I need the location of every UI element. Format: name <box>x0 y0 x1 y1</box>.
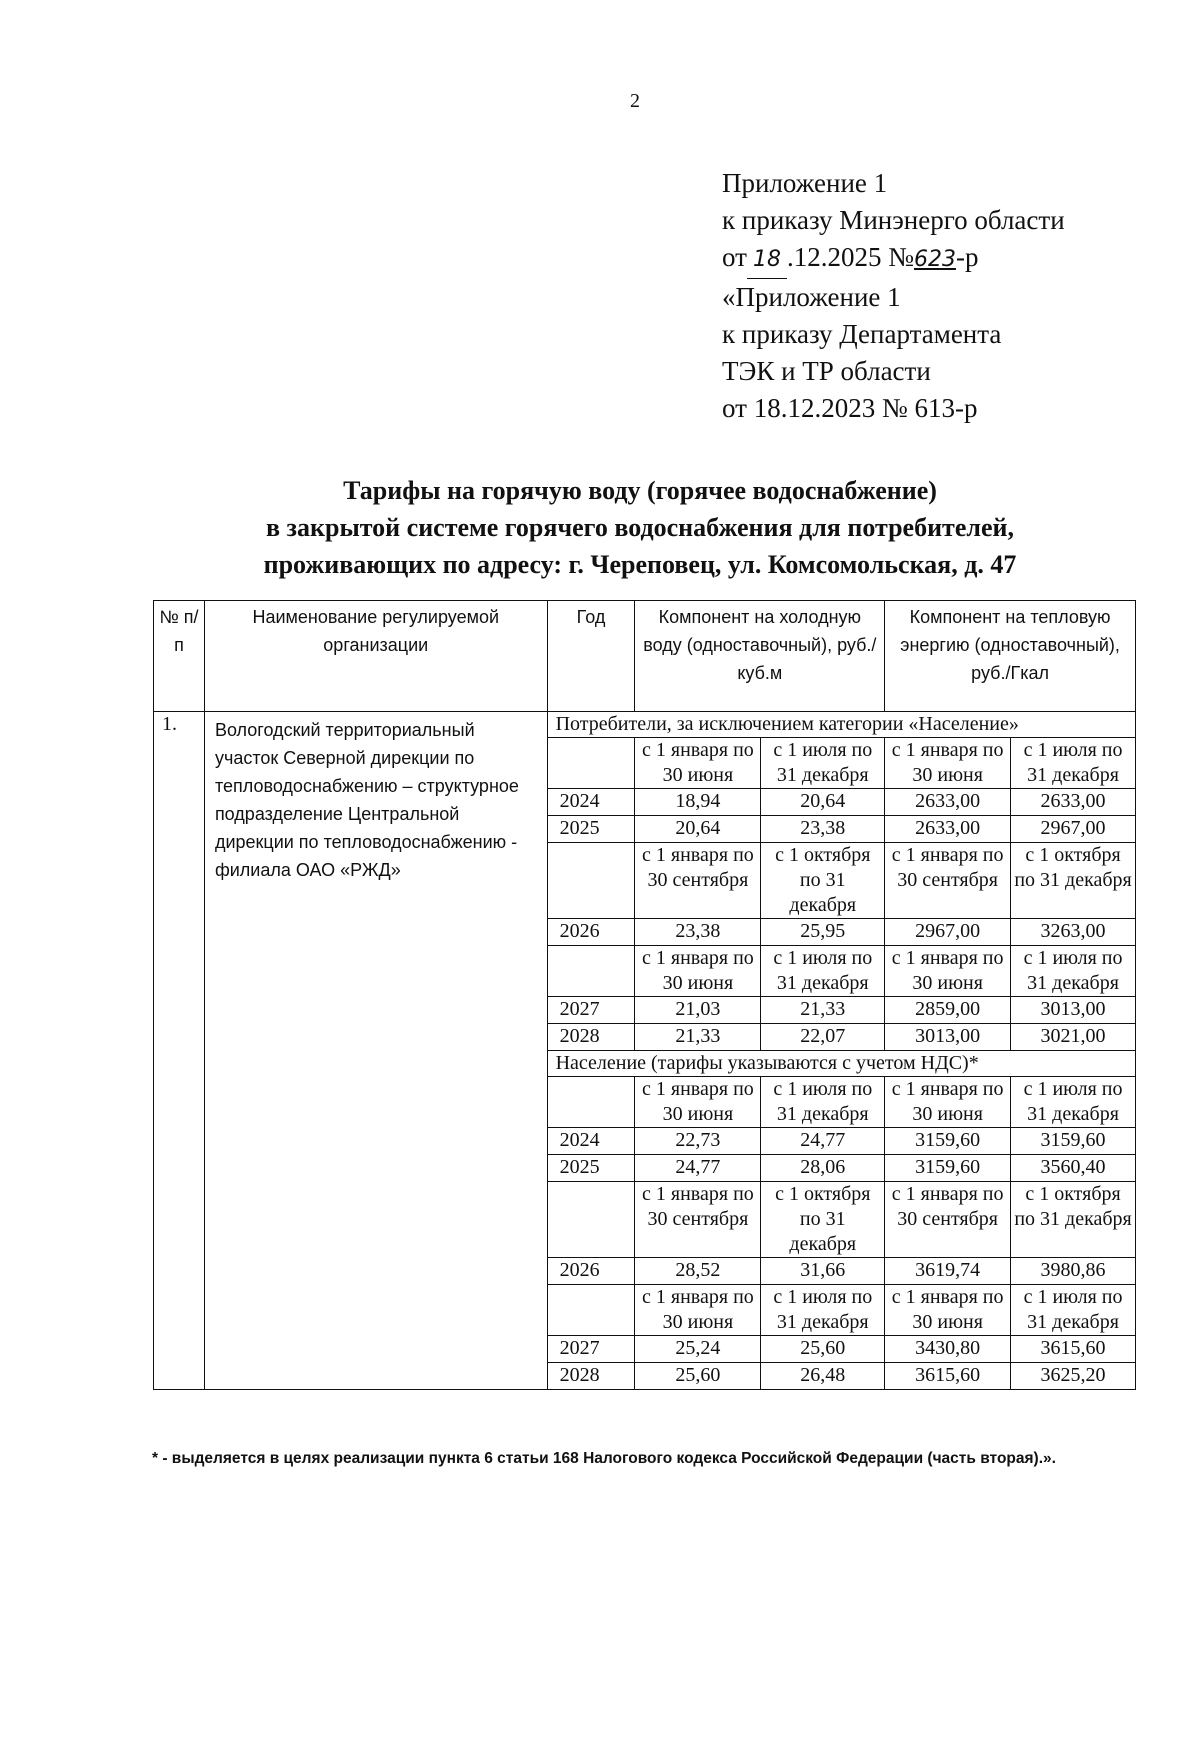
period-cell: с 1 июля по 31 декабря <box>761 1077 885 1128</box>
period-cell: с 1 января по 30 июня <box>635 738 761 789</box>
year-cell: 2024 <box>547 1128 635 1155</box>
period-cell: с 1 января по 30 июня <box>635 1077 761 1128</box>
value-cell: 25,60 <box>761 1336 885 1363</box>
row-number: 1. <box>154 712 205 1390</box>
appendix-line: «Приложение 1 <box>722 282 901 312</box>
value-cell: 23,38 <box>761 816 885 843</box>
period-cell: с 1 января по 30 сентября <box>885 843 1011 919</box>
value-cell: 3021,00 <box>1011 1024 1136 1051</box>
value-cell: 25,60 <box>635 1363 761 1390</box>
period-cell: с 1 июля по 31 декабря <box>761 946 885 997</box>
handwritten-order-number: 623 <box>913 247 956 272</box>
period-cell: с 1 января по 30 июня <box>885 1285 1011 1336</box>
value-cell: 3560,40 <box>1011 1155 1136 1182</box>
appendix-line: к приказу Минэнерго области <box>722 205 1065 235</box>
period-cell: с 1 января по 30 сентября <box>885 1182 1011 1258</box>
value-cell: 28,52 <box>635 1258 761 1285</box>
document-title <box>140 472 1140 583</box>
value-cell: 23,38 <box>635 919 761 946</box>
value-cell: 3619,74 <box>885 1258 1011 1285</box>
header-organization: Наименование регулируемой организации <box>204 601 547 712</box>
appendix-line-prefix: от <box>722 242 747 272</box>
appendix-line: к приказу Департамента <box>722 319 1002 349</box>
value-cell: 3159,60 <box>1011 1128 1136 1155</box>
year-empty <box>547 738 635 789</box>
handwritten-day: 18 <box>747 241 787 279</box>
period-cell: с 1 июля по 31 декабря <box>1011 946 1136 997</box>
value-cell: 3159,60 <box>885 1155 1011 1182</box>
year-cell: 2025 <box>547 816 635 843</box>
year-cell: 2024 <box>547 789 635 816</box>
value-cell: 20,64 <box>635 816 761 843</box>
value-cell: 3159,60 <box>885 1128 1011 1155</box>
value-cell: 20,64 <box>761 789 885 816</box>
value-cell: 21,33 <box>635 1024 761 1051</box>
period-cell: с 1 июля по 31 декабря <box>1011 738 1136 789</box>
value-cell: 2633,00 <box>885 789 1011 816</box>
footnote: * - выделяется в целях реализации пункта 6 статьи 168 Налогового кодекса Российской Федерации (часть вторая).». <box>152 1450 1056 1467</box>
value-cell: 2633,00 <box>1011 789 1136 816</box>
appendix-line-middle: .12.2025 № <box>786 242 914 272</box>
value-cell: 3615,60 <box>1011 1336 1136 1363</box>
tariff-table <box>153 600 1136 1390</box>
value-cell: 25,24 <box>635 1336 761 1363</box>
value-cell: 21,33 <box>761 997 885 1024</box>
page-number: 2 <box>630 90 640 112</box>
year-empty <box>547 1182 635 1258</box>
year-cell: 2027 <box>547 997 635 1024</box>
value-cell: 18,94 <box>635 789 761 816</box>
organization-name: Вологодский территориальный участок Северной дирекции по тепловодоснабжению – структурное подразделение Центральной дирекции по тепловодоснабжению - филиала ОАО «РЖД» <box>204 712 547 1390</box>
value-cell: 2859,00 <box>885 997 1011 1024</box>
value-cell: 3013,00 <box>1011 997 1136 1024</box>
value-cell: 22,73 <box>635 1128 761 1155</box>
value-cell: 2967,00 <box>885 919 1011 946</box>
year-empty <box>547 1285 635 1336</box>
year-cell: 2025 <box>547 1155 635 1182</box>
year-cell: 2026 <box>547 1258 635 1285</box>
section-label: Население (тарифы указываются с учетом НДС)* <box>547 1051 1135 1077</box>
period-cell: с 1 июля по 31 декабря <box>1011 1077 1136 1128</box>
value-cell: 24,77 <box>635 1155 761 1182</box>
period-cell: с 1 октября по 31 декабря <box>1011 843 1136 919</box>
value-cell: 3263,00 <box>1011 919 1136 946</box>
appendix-line-suffix: -р <box>955 242 979 272</box>
value-cell: 2967,00 <box>1011 816 1136 843</box>
appendix-line: Приложение 1 <box>722 168 888 198</box>
period-cell: с 1 октября по 31 декабря <box>761 1182 885 1258</box>
year-cell: 2028 <box>547 1024 635 1051</box>
period-cell: с 1 января по 30 июня <box>885 1077 1011 1128</box>
section-row <box>154 712 1136 738</box>
period-cell: с 1 января по 30 июня <box>885 946 1011 997</box>
title-line: в закрытой системе горячего водоснабжения для потребителей, <box>266 513 1014 542</box>
value-cell: 28,06 <box>761 1155 885 1182</box>
title-line: проживающих по адресу: г. Череповец, ул. Комсомольская, д. 47 <box>263 550 1017 579</box>
value-cell: 26,48 <box>761 1363 885 1390</box>
table-header-row <box>154 601 1136 712</box>
year-empty <box>547 1077 635 1128</box>
header-heat-energy: Компонент на тепловую энергию (одноставочный), руб./Гкал <box>885 601 1136 712</box>
value-cell: 31,66 <box>761 1258 885 1285</box>
header-year: Год <box>547 601 635 712</box>
header-num: № п/п <box>154 601 205 712</box>
period-cell: с 1 января по 30 июня <box>635 1285 761 1336</box>
year-cell: 2026 <box>547 919 635 946</box>
appendix-line: от 18.12.2023 № 613-р <box>722 393 978 423</box>
period-cell: с 1 января по 30 июня <box>635 946 761 997</box>
year-cell: 2028 <box>547 1363 635 1390</box>
year-empty <box>547 843 635 919</box>
appendix-block <box>722 165 1065 427</box>
period-cell: с 1 января по 30 июня <box>885 738 1011 789</box>
period-cell: с 1 июля по 31 декабря <box>1011 1285 1136 1336</box>
value-cell: 2633,00 <box>885 816 1011 843</box>
period-cell: с 1 октября по 31 декабря <box>1011 1182 1136 1258</box>
period-cell: с 1 июля по 31 декабря <box>761 738 885 789</box>
period-cell: с 1 января по 30 сентября <box>635 843 761 919</box>
value-cell: 3430,80 <box>885 1336 1011 1363</box>
period-cell: с 1 января по 30 сентября <box>635 1182 761 1258</box>
header-cold-water: Компонент на холодную воду (одноставочный), руб./куб.м <box>635 601 885 712</box>
value-cell: 24,77 <box>761 1128 885 1155</box>
appendix-order-line <box>722 239 1065 279</box>
period-cell: с 1 октября по 31 декабря <box>761 843 885 919</box>
value-cell: 3013,00 <box>885 1024 1011 1051</box>
year-cell: 2027 <box>547 1336 635 1363</box>
value-cell: 3625,20 <box>1011 1363 1136 1390</box>
value-cell: 22,07 <box>761 1024 885 1051</box>
section-label: Потребители, за исключением категории «Население» <box>547 712 1135 738</box>
period-cell: с 1 июля по 31 декабря <box>761 1285 885 1336</box>
title-line: Тарифы на горячую воду (горячее водоснабжение) <box>343 476 937 505</box>
year-empty <box>547 946 635 997</box>
value-cell: 21,03 <box>635 997 761 1024</box>
value-cell: 25,95 <box>761 919 885 946</box>
value-cell: 3615,60 <box>885 1363 1011 1390</box>
appendix-line: ТЭК и ТР области <box>722 356 931 386</box>
value-cell: 3980,86 <box>1011 1258 1136 1285</box>
